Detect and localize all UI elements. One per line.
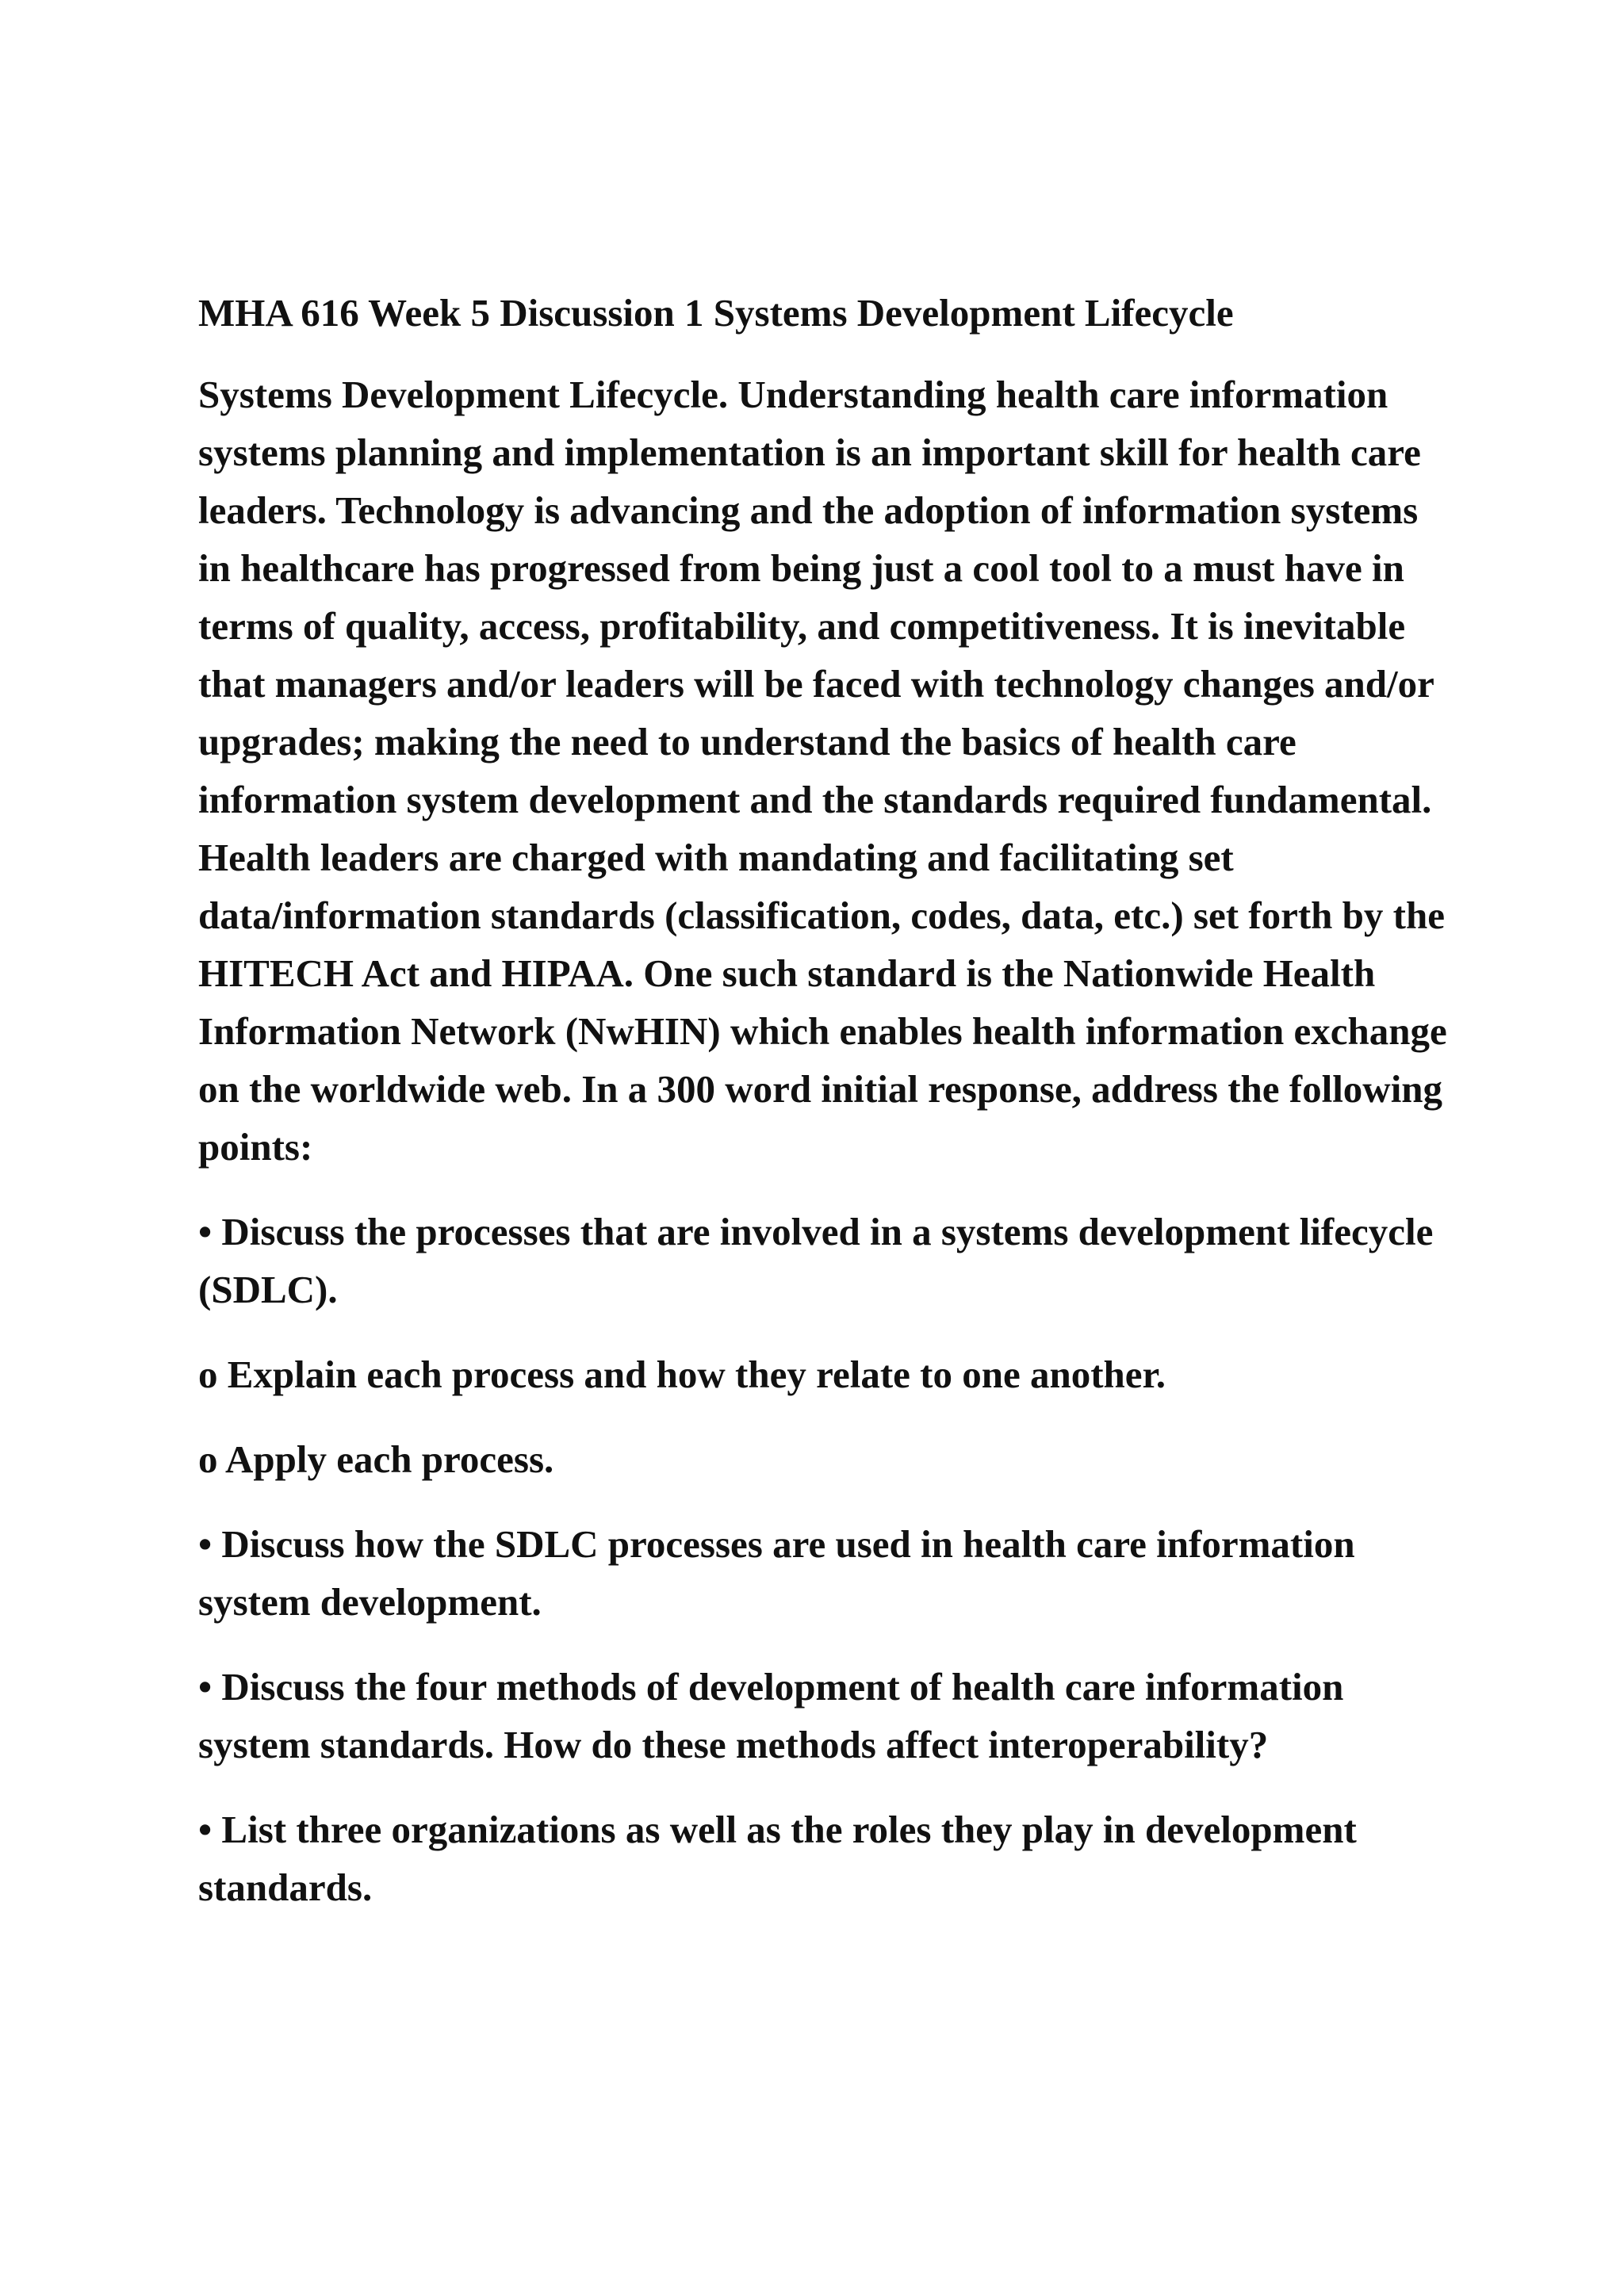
point-three-organizations: • List three organizations as well as the roles they play in development standards. [198,1808,1357,1909]
intro-paragraph: Systems Development Lifecycle. Understanding health care information systems planning and implementation is an important skill for health care leaders. Technology is advancing and the adoption of information systems in healthcare has progressed from being just a cool tool to a must have in terms of quality, access, profitability, and competitiveness. It is inevitable that managers and/or leaders will be faced with technology changes and/or upgrades; making the need to understand the basics of health care information system development and the standards required fundamental. Health leaders are charged with mandating and facilitating set data/information standards (classification, codes, data, etc.) set forth by the HITECH Act and HIPAA. One such standard is the Nationwide Health Information Network (NwHIN) which enables health information exchange on the worldwide web. In a 300 word initial response, address the following points: [198,373,1447,1169]
point-apply-process: o Apply each process. [198,1437,554,1481]
document-body [198,284,1451,1943]
point-sdlc-usage: • Discuss how the SDLC processes are used in health care information system development. [198,1522,1355,1624]
point-explain-process: o Explain each process and how they relate to one another. [198,1353,1166,1396]
point-four-methods: • Discuss the four methods of development of health care information system standards. How do these methods affect interoperability? [198,1665,1344,1766]
document-title: MHA 616 Week 5 Discussion 1 Systems Development Lifecycle [198,291,1234,335]
point-sdlc-processes: • Discuss the processes that are involved in a systems development lifecycle (SDLC). [198,1210,1434,1311]
